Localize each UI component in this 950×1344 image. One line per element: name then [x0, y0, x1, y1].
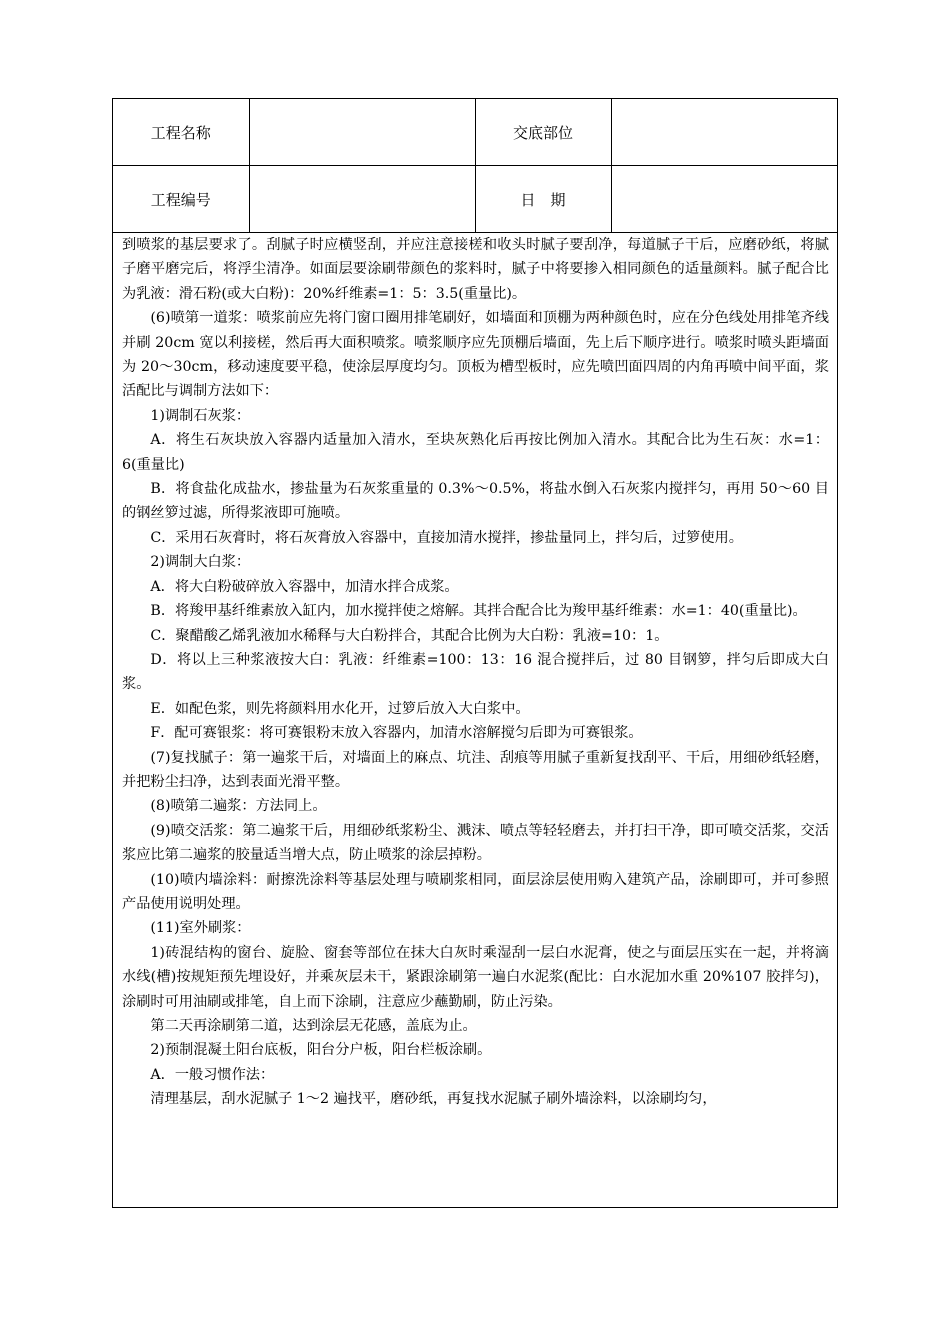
disclosure-location-value[interactable]: [611, 99, 837, 166]
content-paragraph: (10)喷内墙涂料：耐擦洗涂料等基层处理与喷刷浆相同，面层涂层使用购入建筑产品，涂刷即可，并可参照产品使用说明处理。: [122, 871, 829, 912]
content-paragraph: (8)喷第二遍浆：方法同上。: [150, 798, 327, 815]
content-paragraph: D．将以上三种浆液按大白：乳液：纤维素=100：13：16 混合搅拌后，过 80 目钢箩，拌匀后即成大白浆。: [122, 651, 829, 693]
content-paragraph: (9)喷交活浆：第二遍浆干后，用细砂纸浆粉尘、溅沫、喷点等轻轻磨去，并打扫干净，即可喷交活浆，交活浆应比第二遍浆的胶量适当增大点，防止喷浆的涂层掉粉。: [122, 822, 829, 864]
content-paragraph: 1)砖混结构的窗台、旋脸、窗套等部位在抹大白灰时乘湿刮一层白水泥膏，使之与面层压实在一起，并将滴水线(槽)按规矩预先埋设好，并乘灰层未干，紧跟涂刷第一遍白水泥浆(配比：白水泥加水重 20%107 胶拌匀)，涂刷时可用油刷或排笔，自上而下涂刷，注意应少蘸勤刷，防止污染。: [122, 944, 829, 1010]
date-label: 日 期: [475, 166, 611, 233]
disclosure-location-label: 交底部位: [475, 99, 611, 166]
content-paragraph: A．将生石灰块放入容器内适量加入清水，至块灰熟化后再按比例加入清水。其配合比为生石灰：水=1：6(重量比): [122, 432, 829, 473]
content-paragraph: (11)室外刷浆：: [150, 920, 251, 937]
header-table: [113, 99, 837, 233]
content-paragraph: E．如配色浆，则先将颜料用水化开，过箩后放入大白浆中。: [150, 700, 530, 717]
date-value[interactable]: [611, 166, 837, 233]
content-paragraph: 到喷浆的基层要求了。刮腻子时应横竖刮，并应注意接槎和收头时腻子要刮净，每道腻子干后，应磨砂纸，将腻子磨平磨完后，将浮尘清净。如面层要涂刷带颜色的浆料时，腻子中将要掺入相同颜色的适量颜料。腻子配合比为乳液：滑石粉(或大白粉)：20%纤维素=1：5：3.5(重量比)。: [122, 237, 829, 302]
header-row-1: [113, 99, 837, 166]
project-name-value[interactable]: [249, 99, 475, 166]
content-paragraph: C．采用石灰膏时，将石灰膏放入容器中，直接加清水搅拌，掺盐量同上，拌匀后，过箩使用。: [150, 529, 743, 546]
content-paragraph: B．将羧甲基纤维素放入缸内，加水搅拌使之熔解。其拌合配合比为羧甲基纤维素：水=1：40(重量比)。: [150, 603, 807, 620]
disclosure-form: [112, 98, 838, 1208]
content-paragraph: (6)喷第一道浆：喷浆前应先将门窗口圈用排笔刷好，如墙面和顶棚为两种颜色时，应在分色线处用排笔齐线并刷 20cm 宽以利接槎，然后再大面积喷浆。喷浆顺序应先顶棚后墙面，先上后下顺序进行。喷浆时喷头距墙面为 20～30cm，移动速度要平稳，使涂层厚度均匀。顶板为槽型板时，应先喷凹面四周的内角再喷中间平面，浆活配比与调制方法如下：: [122, 310, 829, 400]
header-row-2: [113, 166, 837, 233]
project-number-value[interactable]: [249, 166, 475, 233]
content-paragraph: 清理基层，刮水泥腻子 1～2 遍找平，磨砂纸，再复找水泥腻子刷外墙涂料，以涂刷均匀，: [150, 1091, 717, 1108]
content-paragraph: F．配可赛银浆：将可赛银粉末放入容器内，加清水溶解搅匀后即为可赛银浆。: [150, 725, 643, 742]
content-paragraph: (7)复找腻子：第一遍浆干后，对墙面上的麻点、坑洼、刮痕等用腻子重新复找刮平、干后，用细砂纸轻磨，并把粉尘扫净，达到表面光滑平整。: [122, 749, 829, 790]
content-paragraph: C．聚醋酸乙烯乳液加水稀释与大白粉拌合，其配合比例为大白粉：乳液=10：1。: [150, 627, 669, 644]
content-paragraph: 第二天再涂刷第二道，达到涂层无花感，盖底为止。: [150, 1018, 477, 1034]
content-paragraph: 1)调制石灰浆：: [150, 407, 251, 424]
content-paragraph: A．一般习惯作法：: [150, 1066, 275, 1083]
disclosure-content: [113, 233, 837, 1112]
content-paragraph: 2)调制大白浆：: [150, 554, 251, 571]
content-paragraph: B．将食盐化成盐水，掺盐量为石灰浆重量的 0.3%～0.5%，将盐水倒入石灰浆内搅拌匀，再用 50～60 目的钢丝箩过滤，所得浆液即可施喷。: [122, 481, 829, 522]
content-paragraph: 2)预制混凝土阳台底板，阳台分户板，阳台栏板涂刷。: [150, 1042, 492, 1059]
project-name-label: 工程名称: [113, 99, 249, 166]
content-paragraph: A．将大白粉破碎放入容器中，加清水拌合成浆。: [150, 578, 459, 595]
project-number-label: 工程编号: [113, 166, 249, 233]
